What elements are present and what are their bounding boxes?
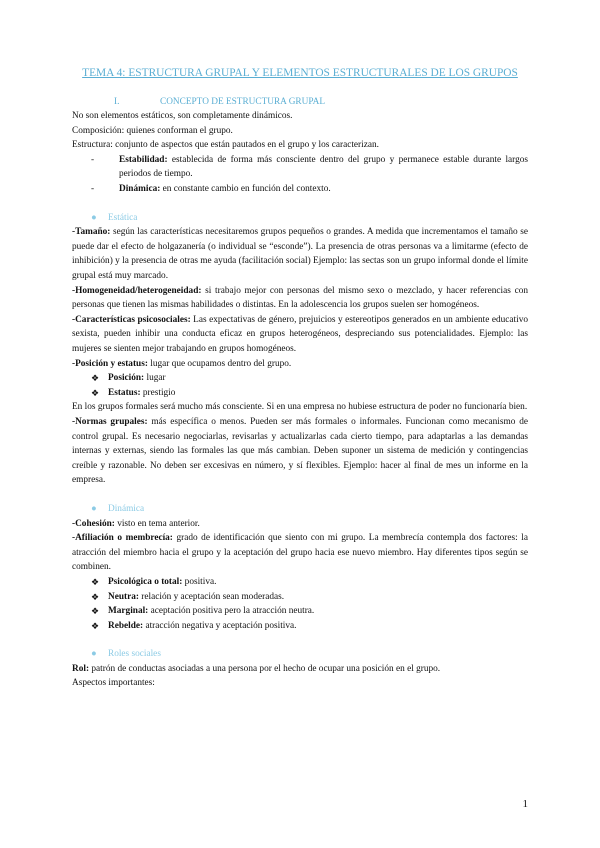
paragraph-rol: Rol: patrón de conductas asociadas a una persona por el hecho de ocupar una posición en el grupo. (72, 663, 441, 674)
circle-bullet-icon: ● (91, 212, 97, 223)
section-heading (72, 95, 528, 110)
paragraph-normas: -Normas grupales: más específica o menos. Pueden ser más formales o informales. Funcionan como mecanismo de control grupal. Es necesario negociarlas, revisarlas y actualizarlas cada cierto tiempo, para adaptarlas a las demandas internas y externas, siendo las formales las que más cambian. Deben suponer un sistema de medición y contingencias creíble y razonable. No deben ser excesivas en número, y sí flexibles. Ejemplo: hacer al final de mes un informe en la empresa. (72, 416, 528, 486)
subheading-roles: ● Roles sociales (72, 647, 528, 662)
list-item: ❖ Marginal: aceptación positiva pero la atracción neutra. (72, 604, 528, 619)
diamond-bullet-icon: ❖ (91, 576, 100, 587)
diamond-bullet-icon: ❖ (91, 591, 100, 602)
paragraph-psicosociales: -Características psicosociales: Las expectativas de género, prejuicios y estereotipos generados en un ambiente educativo sexista, pueden inhibir una conducta eficaz en grupos heterogéneos, despreciando sus potencialidades. Ejemplo: las mujeres se sienten mejor trabajando en grupos homogéneos. (72, 314, 528, 354)
document-title: TEMA 4: ESTRUCTURA GRUPAL Y ELEMENTOS ESTRUCTURALES DE LOS GRUPOS (82, 67, 518, 79)
paragraph-formales: En los grupos formales será mucho más consciente. Si en una empresa no hubiese estructura de poder no funcionaría bien. (72, 402, 528, 413)
circle-bullet-icon: ● (91, 503, 97, 514)
dash-bullet: - (91, 154, 95, 165)
dash-bullet: - (91, 184, 95, 195)
list-item: ❖ Rebelde: atracción negativa y aceptación positiva. (72, 619, 528, 634)
diamond-bullet-icon: ❖ (91, 387, 100, 398)
list-item: ❖ Estatus: prestigio (72, 386, 528, 401)
paragraph-tamano: -Tamaño: según las características necesitaremos grupos pequeños o grandes. A medida que incrementamos el tamaño se puede dar el efecto de holgazanería (o individual se “esconde”). La presencia de otras personas va a limitarme (efecto de inhibición) y la presencia de otras me ayuda (facilitación social) Ejemplo: las sectas son un grupo informal donde el límite grupal está muy marcado. (72, 227, 528, 282)
list-item: - Estabilidad: establecida de forma más consciente dentro del grupo y permanece estable durante largos periodos de tiempo. (91, 154, 528, 180)
section-number: I. (114, 96, 120, 107)
paragraph-cohesion: -Cohesión: visto en tema anterior. (72, 518, 200, 529)
subheading-estatica: ● Estática (72, 211, 528, 226)
diamond-bullet-icon: ❖ (91, 620, 100, 631)
list-item: ❖ Psicológica o total: positiva. (72, 575, 528, 590)
paragraph-aspectos: Aspectos importantes: (72, 678, 155, 689)
paragraph-homogeneidad: -Homogeneidad/heterogeneidad: si trabajo mejor con personas del mismo sexo o mezclado, y hacer referencias con personas que tienen las mismas habilidades o distintas. En la adolescencia los grupos suelen ser homogéneos. (72, 285, 528, 311)
intro-line: No son elementos estáticos, son completamente dinámicos. (72, 111, 293, 122)
paragraph-afiliacion: -Afiliación o membrecía: grado de identificación que siento con mi grupo. La membrecía contempla dos factores: la atracción del miembro hacia el grupo y la aceptación del grupo hacia ese nuevo miembro. Hay diferentes tipos según se combinen. (72, 533, 528, 573)
subheading-dinamica: ● Dinámica (72, 502, 528, 517)
paragraph-posicion: -Posición y estatus: lugar que ocupamos dentro del grupo. (72, 358, 292, 369)
intro-line: Estructura: conjunto de aspectos que están pautados en el grupo y los caracterizan. (72, 140, 379, 151)
list-item: - Dinámica: en constante cambio en función del contexto. (72, 182, 528, 197)
circle-bullet-icon: ● (91, 649, 97, 660)
diamond-bullet-icon: ❖ (91, 373, 100, 384)
document-page (72, 66, 528, 691)
page-number: 1 (522, 798, 528, 810)
diamond-bullet-icon: ❖ (91, 606, 100, 617)
list-item: ❖ Neutra: relación y aceptación sean moderadas. (72, 590, 528, 605)
intro-line: Composición: quienes conforman el grupo. (72, 125, 233, 136)
list-item: ❖ Posición: lugar (72, 371, 528, 386)
section-title: CONCEPTO DE ESTRUCTURA GRUPAL (160, 96, 326, 107)
